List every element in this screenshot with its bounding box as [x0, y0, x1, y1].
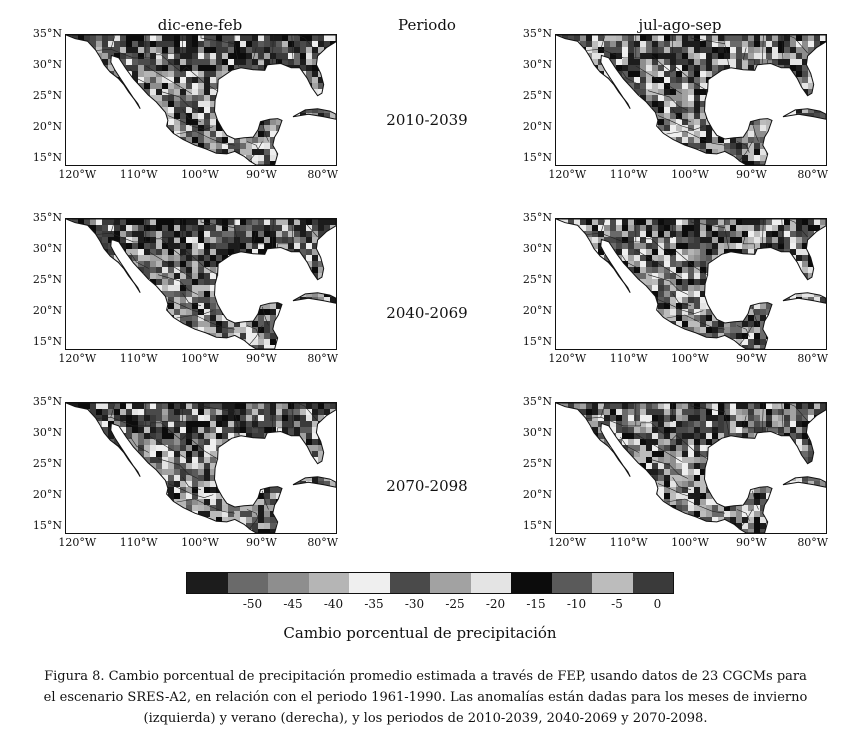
lon-tick-label: 90°W [735, 536, 767, 549]
colorbar-swatch [511, 573, 552, 593]
lat-tick-label: 35°N [32, 27, 62, 40]
colorbar [186, 572, 674, 594]
precip-map-winter-2040-2069 [65, 218, 337, 350]
lon-tick-label: 100°W [181, 352, 219, 365]
lon-tick-label: 80°W [307, 352, 339, 365]
colorbar-swatch [592, 573, 633, 593]
lat-tick-label: 15°N [522, 518, 552, 532]
colorbar-tick-label: -30 [404, 597, 425, 611]
lon-tick-label: 80°W [797, 352, 829, 365]
lon-tick-label: 90°W [245, 352, 277, 365]
lat-tick-label: 35°N [32, 211, 62, 224]
lat-tick-label: 25°N [32, 456, 62, 470]
lon-tick-label: 110°W [609, 536, 648, 549]
lon-tick-label: 100°W [671, 168, 709, 181]
precip-map-summer-2010-2039 [555, 34, 827, 166]
colorbar-swatch [228, 573, 269, 593]
lat-tick-label: 20°N [522, 303, 552, 317]
lat-tick-label: 20°N [522, 487, 552, 501]
colorbar-tick-label: -15 [526, 597, 546, 611]
precip-map-summer-2070-2098 [555, 402, 827, 534]
lon-tick-label: 120°W [548, 352, 587, 365]
lat-tick-label: 25°N [522, 456, 552, 470]
colorbar-tick-label: -45 [283, 597, 303, 611]
caption-line-1: Figura 8. Cambio porcentual de precipitación promedio estimada a través de FEP, usando datos de 23 CGCMs para [44, 669, 807, 684]
lon-tick-label: 120°W [58, 168, 97, 181]
lat-tick-label: 20°N [32, 119, 62, 133]
colorbar-tick-label: -5 [611, 597, 623, 611]
lon-tick-label: 90°W [735, 352, 767, 365]
lat-tick-label: 25°N [522, 272, 552, 286]
lon-tick-label: 80°W [797, 536, 829, 549]
lat-tick-label: 30°N [32, 241, 62, 255]
colorbar-tick-label: -50 [242, 597, 263, 611]
lat-tick-label: 25°N [32, 88, 62, 102]
colorbar-swatch [349, 573, 390, 593]
lat-tick-label: 25°N [522, 88, 552, 102]
colorbar-swatch [309, 573, 350, 593]
lat-tick-label: 35°N [522, 395, 552, 408]
lat-tick-label: 30°N [522, 241, 552, 255]
lon-tick-label: 80°W [307, 168, 339, 181]
lat-tick-label: 20°N [32, 487, 62, 501]
lat-tick-label: 35°N [522, 27, 552, 40]
lat-tick-label: 15°N [32, 518, 62, 532]
lon-tick-label: 100°W [181, 536, 219, 549]
colorbar-tick-label: -20 [485, 597, 506, 611]
precip-map-winter-2010-2039 [65, 34, 337, 166]
lon-tick-label: 120°W [548, 168, 587, 181]
colorbar-swatch [471, 573, 512, 593]
lon-tick-label: 80°W [307, 536, 339, 549]
lat-tick-label: 30°N [32, 57, 62, 71]
lon-tick-label: 100°W [181, 168, 219, 181]
lon-tick-label: 110°W [119, 168, 158, 181]
lat-tick-label: 30°N [32, 425, 62, 439]
lat-tick-label: 35°N [522, 211, 552, 224]
colorbar-swatch [268, 573, 309, 593]
lon-tick-label: 100°W [671, 536, 709, 549]
lat-tick-label: 20°N [522, 119, 552, 133]
colorbar-title: Cambio porcentual de precipitación [283, 624, 557, 642]
period-label-3: 2070-2098 [386, 477, 468, 495]
header-period: Periodo [398, 16, 456, 34]
colorbar-swatch [552, 573, 593, 593]
lon-tick-label: 90°W [245, 168, 277, 181]
lat-tick-label: 15°N [32, 150, 62, 164]
lon-tick-label: 90°W [735, 168, 767, 181]
figure-caption [20, 666, 831, 729]
colorbar-tick-label: -10 [566, 597, 587, 611]
lat-tick-label: 30°N [522, 425, 552, 439]
lon-tick-label: 110°W [609, 352, 648, 365]
lat-tick-label: 30°N [522, 57, 552, 71]
lon-tick-label: 120°W [58, 536, 97, 549]
lat-tick-label: 15°N [32, 334, 62, 348]
precip-map-summer-2040-2069 [555, 218, 827, 350]
colorbar-tick-label: 0 [653, 597, 662, 611]
lon-tick-label: 100°W [671, 352, 709, 365]
lon-tick-label: 80°W [797, 168, 829, 181]
lat-tick-label: 20°N [32, 303, 62, 317]
colorbar-tick-label: -35 [364, 597, 384, 611]
lon-tick-label: 120°W [548, 536, 587, 549]
caption-line-2: el escenario SRES-A2, en relación con el periodo 1961-1990. Las anomalías están dadas para los meses de invierno [43, 690, 808, 705]
lat-tick-label: 25°N [32, 272, 62, 286]
lat-tick-label: 15°N [522, 334, 552, 348]
colorbar-swatch [187, 573, 228, 593]
lat-tick-label: 35°N [32, 395, 62, 408]
colorbar-tick-label: -25 [445, 597, 465, 611]
colorbar-swatch [633, 573, 674, 593]
lat-tick-label: 15°N [522, 150, 552, 164]
header-winter: dic-ene-feb [157, 16, 243, 34]
lon-tick-label: 120°W [58, 352, 97, 365]
precip-map-winter-2070-2098 [65, 402, 337, 534]
colorbar-swatch [430, 573, 471, 593]
period-label-1: 2010-2039 [386, 111, 468, 129]
lon-tick-label: 110°W [119, 536, 158, 549]
lon-tick-label: 110°W [609, 168, 648, 181]
header-summer: jul-ago-sep [638, 16, 722, 34]
colorbar-tick-label: -40 [323, 597, 344, 611]
lon-tick-label: 90°W [245, 536, 277, 549]
colorbar-swatch [390, 573, 431, 593]
caption-line-3: (izquierda) y verano (derecha), y los periodos de 2010-2039, 2040-2069 y 2070-2098. [143, 711, 708, 726]
period-label-2: 2040-2069 [386, 304, 468, 322]
lon-tick-label: 110°W [119, 352, 158, 365]
